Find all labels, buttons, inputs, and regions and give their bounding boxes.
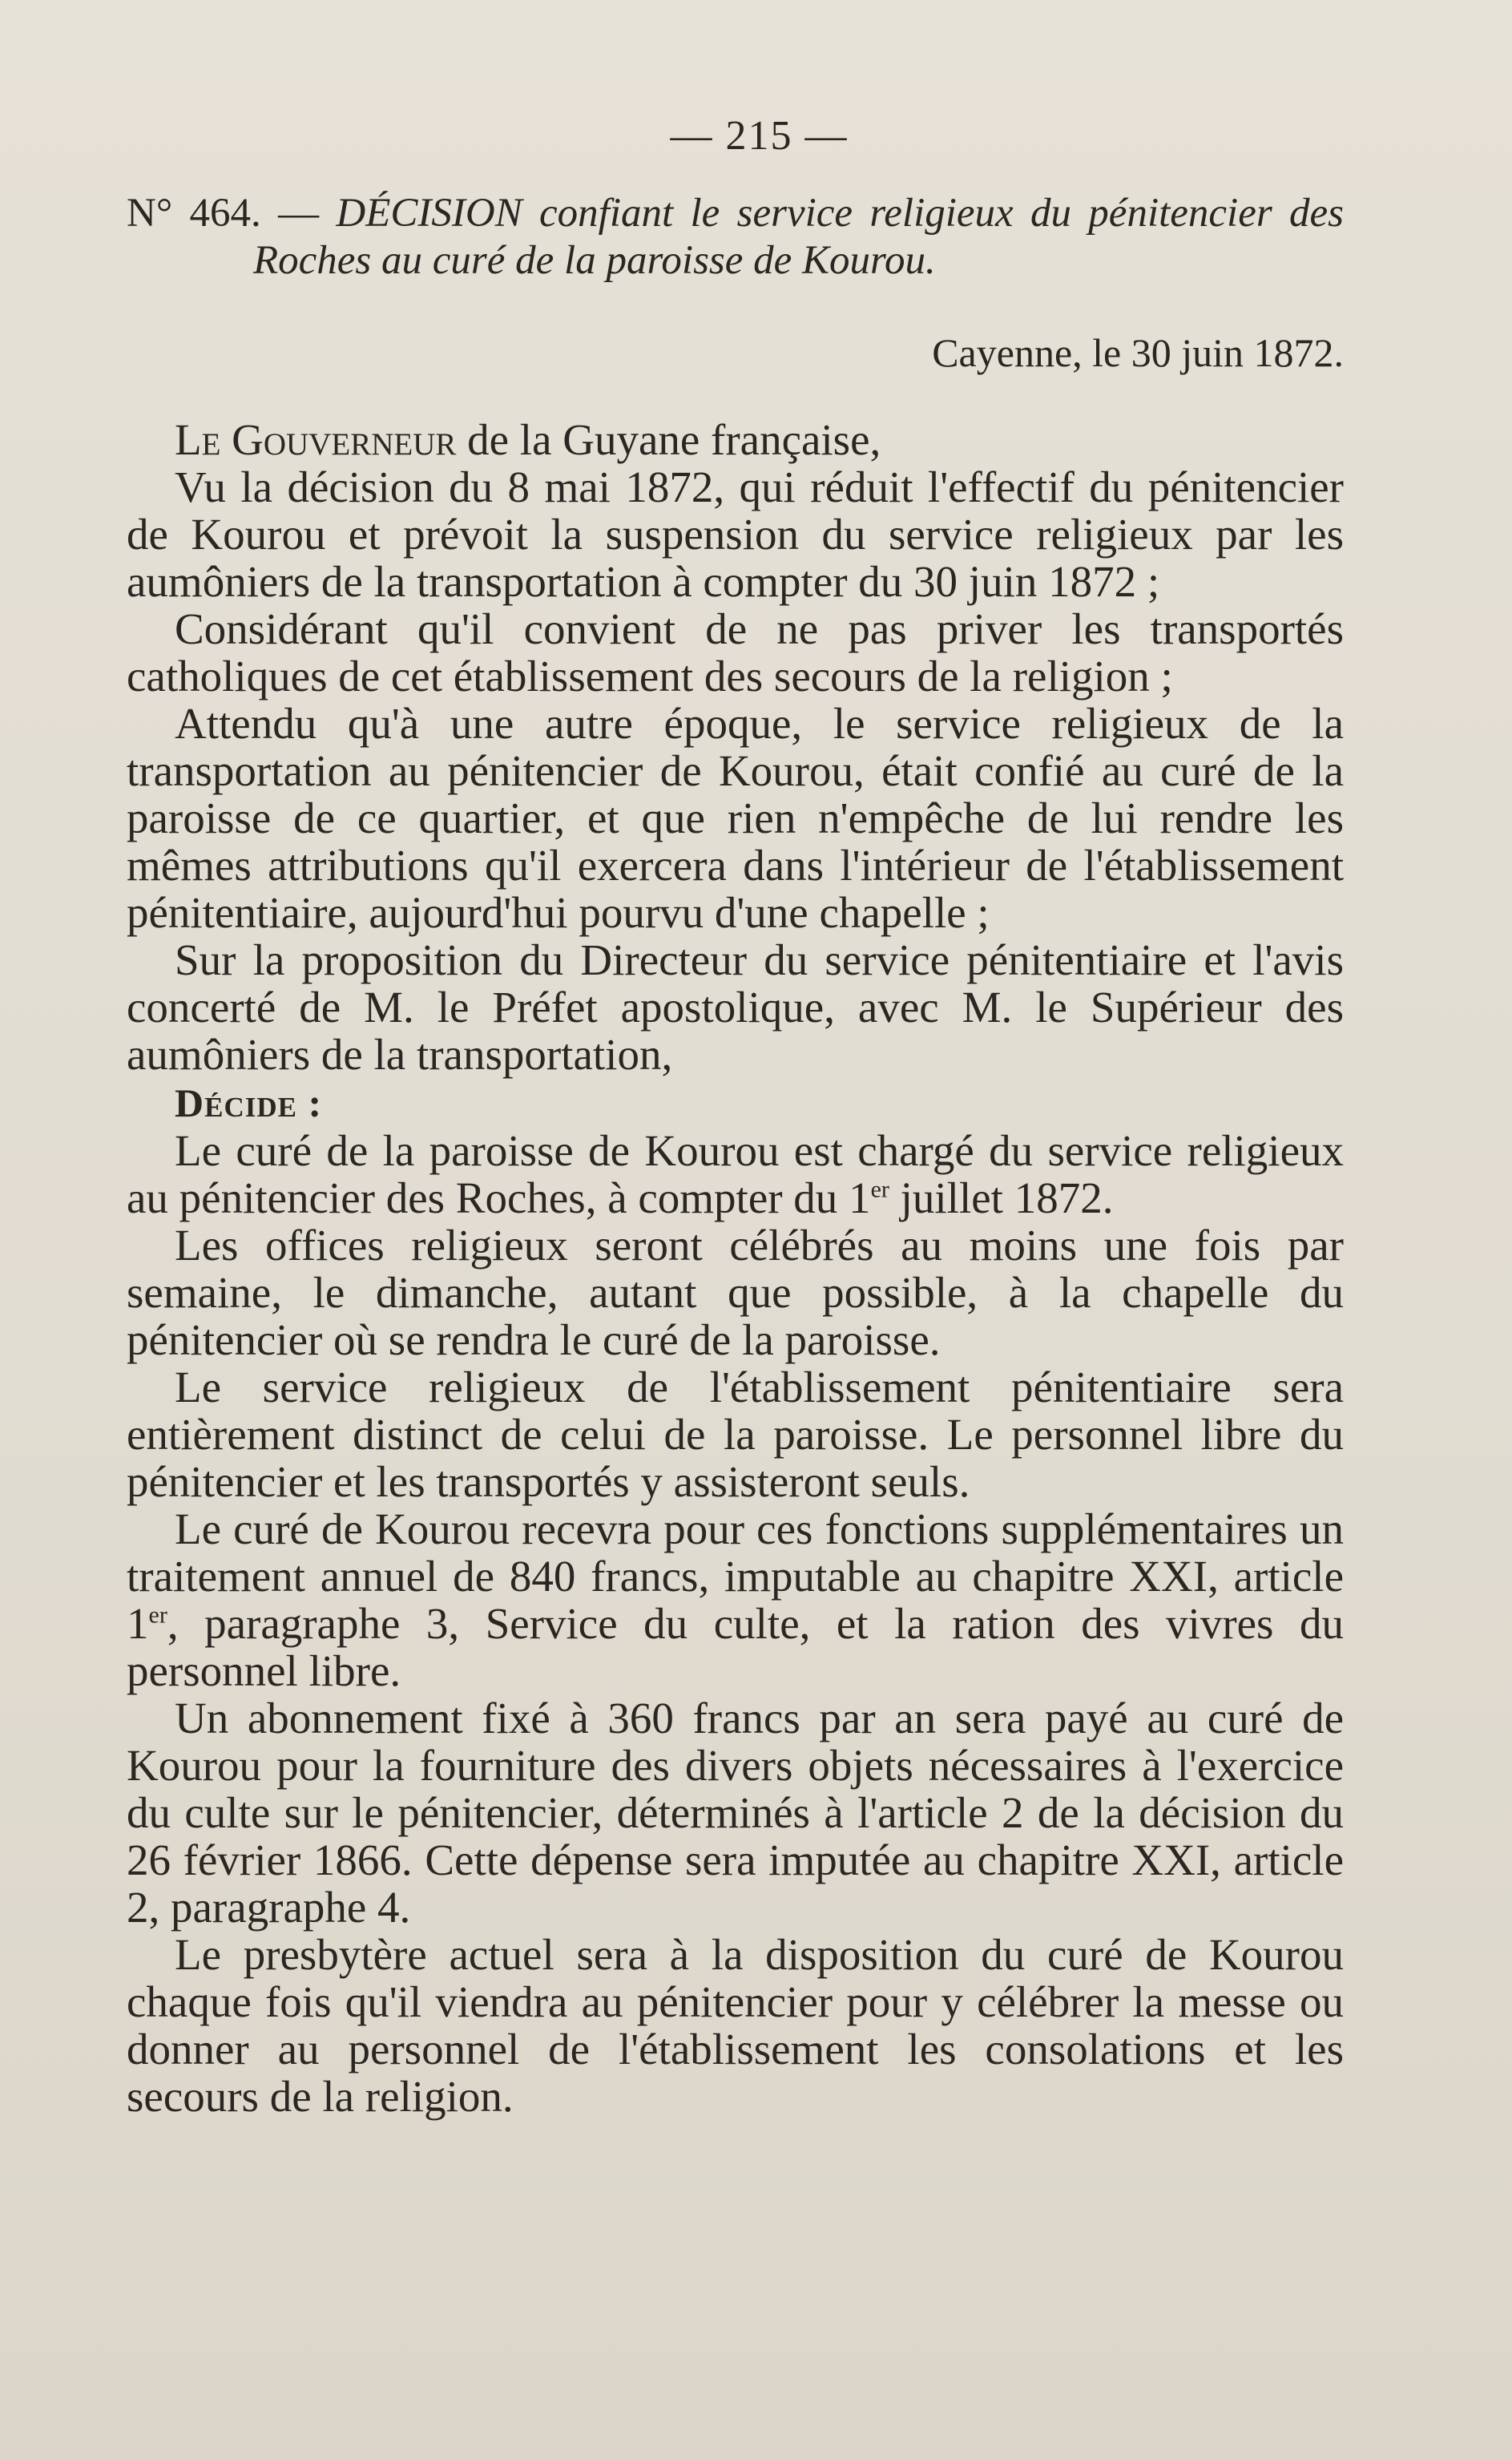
paragraph-proposition: Sur la proposition du Directeur du service pénitentiaire et l'avis concerté de M. le Préfet apostolique, avec M. le Supérieur des aumôniers de la transportation, — [127, 935, 1344, 1079]
article-1-text-a: Le curé de la paroisse de Kourou est chargé du service religieux au pénitencier des Roches, à compter du 1 — [127, 1126, 1344, 1222]
article-1-text-b: juillet 1872. — [889, 1173, 1114, 1222]
paragraph-article-4 — [127, 1505, 1344, 1694]
page-number: — 215 — — [670, 113, 849, 159]
article-4-sup: er — [148, 1601, 167, 1629]
governor-title: Le Gouverneur — [175, 415, 457, 464]
paragraph-attendu: Attendu qu'à une autre époque, le service religieux de la transportation au pénitencier de Kourou, était confié au curé de la paroisse de ce quartier, et que rien n'empêche de lui rendre les mêmes attributions qu'il exercera dans l'intérieur de l'établissement pénitentiaire, aujourd'hui pourvu d'une chapelle ; — [127, 699, 1344, 937]
dateline: Cayenne, le 30 juin 1872. — [932, 330, 1344, 375]
decision-number: N° 464. — — [127, 191, 320, 236]
decide-line — [127, 1078, 1344, 1127]
opening-line — [127, 416, 1344, 463]
article-4-text-a: Le curé de Kourou recevra pour ces fonctions supplémentaires un traitement annuel de 840 francs, imputable au chapitre XXI, article 1 — [127, 1504, 1344, 1648]
paragraph-article-1 — [127, 1127, 1344, 1221]
paragraph-article-2: Les offices religieux seront célébrés au moins une fois par semaine, le dimanche, autant que possible, à la chapelle du pénitencier où se rendra le curé de la paroisse. — [127, 1221, 1344, 1364]
decide-label: Décide : — [175, 1080, 323, 1125]
decision-heading — [127, 190, 1344, 285]
decision-keyword: DÉCISION — [336, 191, 522, 236]
decision-body — [127, 416, 1344, 2120]
paragraph-article-6: Le presbytère actuel sera à la disposition du curé de Kourou chaque fois qu'il viendra au pénitencier pour y célébrer la messe ou donner au personnel de l'établissement les consolations et les secours de la religion. — [127, 1930, 1344, 2121]
opening-rest: de la Guyane française, — [456, 415, 881, 464]
paragraph-article-3: Le service religieux de l'établissement pénitentiaire sera entièrement distinct de celui de la paroisse. Le personnel libre du pénitencier et les transportés y assisteront seuls. — [127, 1363, 1344, 1506]
paragraph-vu: Vu la décision du 8 mai 1872, qui réduit l'effectif du pénitencier de Kourou et prévoit la suspension du service religieux par les aumôniers de la transportation à compter du 30 juin 1872 ; — [127, 462, 1344, 606]
article-4-text-b: , paragraphe 3, Service du culte, et la ration des vivres du personnel libre. — [127, 1599, 1344, 1695]
article-1-sup: er — [870, 1176, 889, 1203]
paragraph-considerant: Considérant qu'il convient de ne pas priver les transportés catholiques de cet établissement des secours de la religion ; — [127, 604, 1344, 701]
paragraph-article-5: Un abonnement fixé à 360 francs par an sera payé au curé de Kourou pour la fourniture des divers objets nécessaires à l'exercice du culte sur le pénitencier, déterminés à l'article 2 de la décision du 26 février 1866. Cette dépense sera imputée au chapitre XXI, article 2, paragraphe 4. — [127, 1694, 1344, 1932]
decision-subject: confiant le service religieux du pénitencier des Roches au curé de la paroisse de Kourou. — [253, 191, 1344, 283]
